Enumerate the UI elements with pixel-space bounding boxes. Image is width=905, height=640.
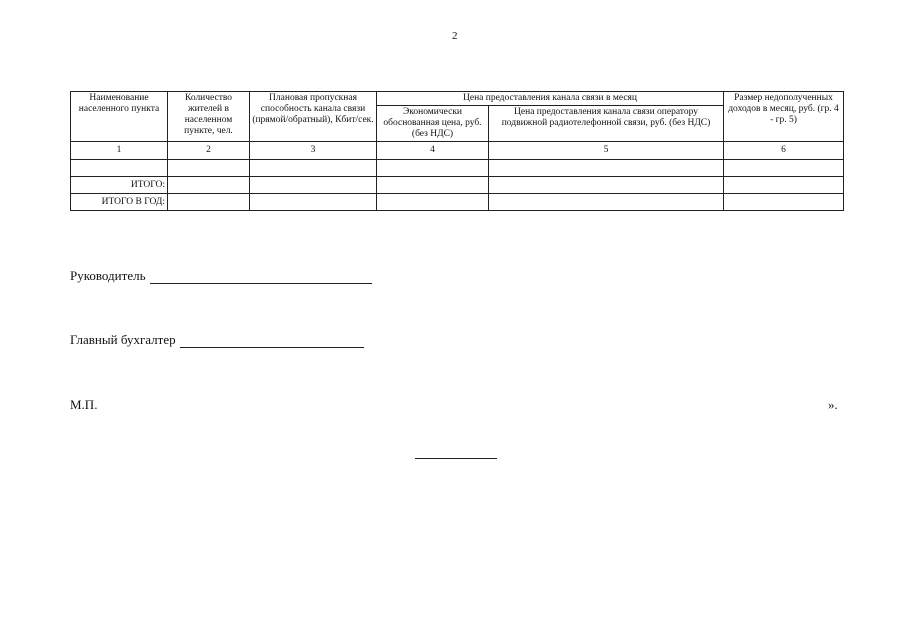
header-lost-income: Размер недополученных доходов в месяц, руб. (гр. 4 - гр. 5) (724, 92, 844, 142)
table-cell (250, 177, 377, 194)
column-number: 3 (250, 142, 377, 160)
column-number: 4 (377, 142, 489, 160)
table-cell (71, 160, 168, 177)
accountant-signature (70, 332, 364, 348)
header-operator-price: Цена предоставления канала связи оператору подвижной радиотелефонной связи, руб. (без НДС) (489, 106, 724, 142)
table-cell (724, 160, 844, 177)
column-number: 5 (489, 142, 724, 160)
table-cell (489, 177, 724, 194)
header-monthly-price-group: Цена предоставления канала связи в месяц (377, 92, 724, 106)
accountant-signature-line (180, 333, 364, 348)
header-bandwidth: Плановая пропускная способность канала связи (прямой/обратный), Кбит/сек. (250, 92, 377, 142)
table-cell (724, 177, 844, 194)
head-signature-label: Руководитель (70, 268, 146, 283)
table-cell (377, 194, 489, 211)
table-cell (168, 177, 250, 194)
year-total-label: ИТОГО В ГОД: (71, 194, 168, 211)
head-signature (70, 268, 372, 284)
table-cell (168, 194, 250, 211)
column-number: 6 (724, 142, 844, 160)
stamp-place: М.П. (70, 397, 98, 412)
header-settlement-name: Наименование населенного пункта (71, 92, 168, 142)
header-row-1 (71, 92, 844, 106)
compensation-table (70, 91, 844, 211)
table-row (71, 160, 844, 177)
header-residents-count: Количество жителей в населенном пункте, чел. (168, 92, 250, 142)
column-number: 2 (168, 142, 250, 160)
total-label: ИТОГО: (71, 177, 168, 194)
head-signature-line (150, 269, 372, 284)
year-total-row (71, 194, 844, 211)
table-cell (250, 194, 377, 211)
column-number-row (71, 142, 844, 160)
header-economic-price: Экономически обоснованная цена, руб. (без НДС) (377, 106, 489, 142)
end-separator-line (415, 458, 497, 459)
table-cell (489, 194, 724, 211)
table-cell (724, 194, 844, 211)
closing-quote: ». (828, 397, 838, 412)
table-cell (377, 177, 489, 194)
table-cell (250, 160, 377, 177)
table-cell (489, 160, 724, 177)
column-number: 1 (71, 142, 168, 160)
accountant-signature-label: Главный бухгалтер (70, 332, 176, 347)
table-cell (168, 160, 250, 177)
total-row (71, 177, 844, 194)
table-cell (377, 160, 489, 177)
page-number: 2 (452, 30, 458, 42)
